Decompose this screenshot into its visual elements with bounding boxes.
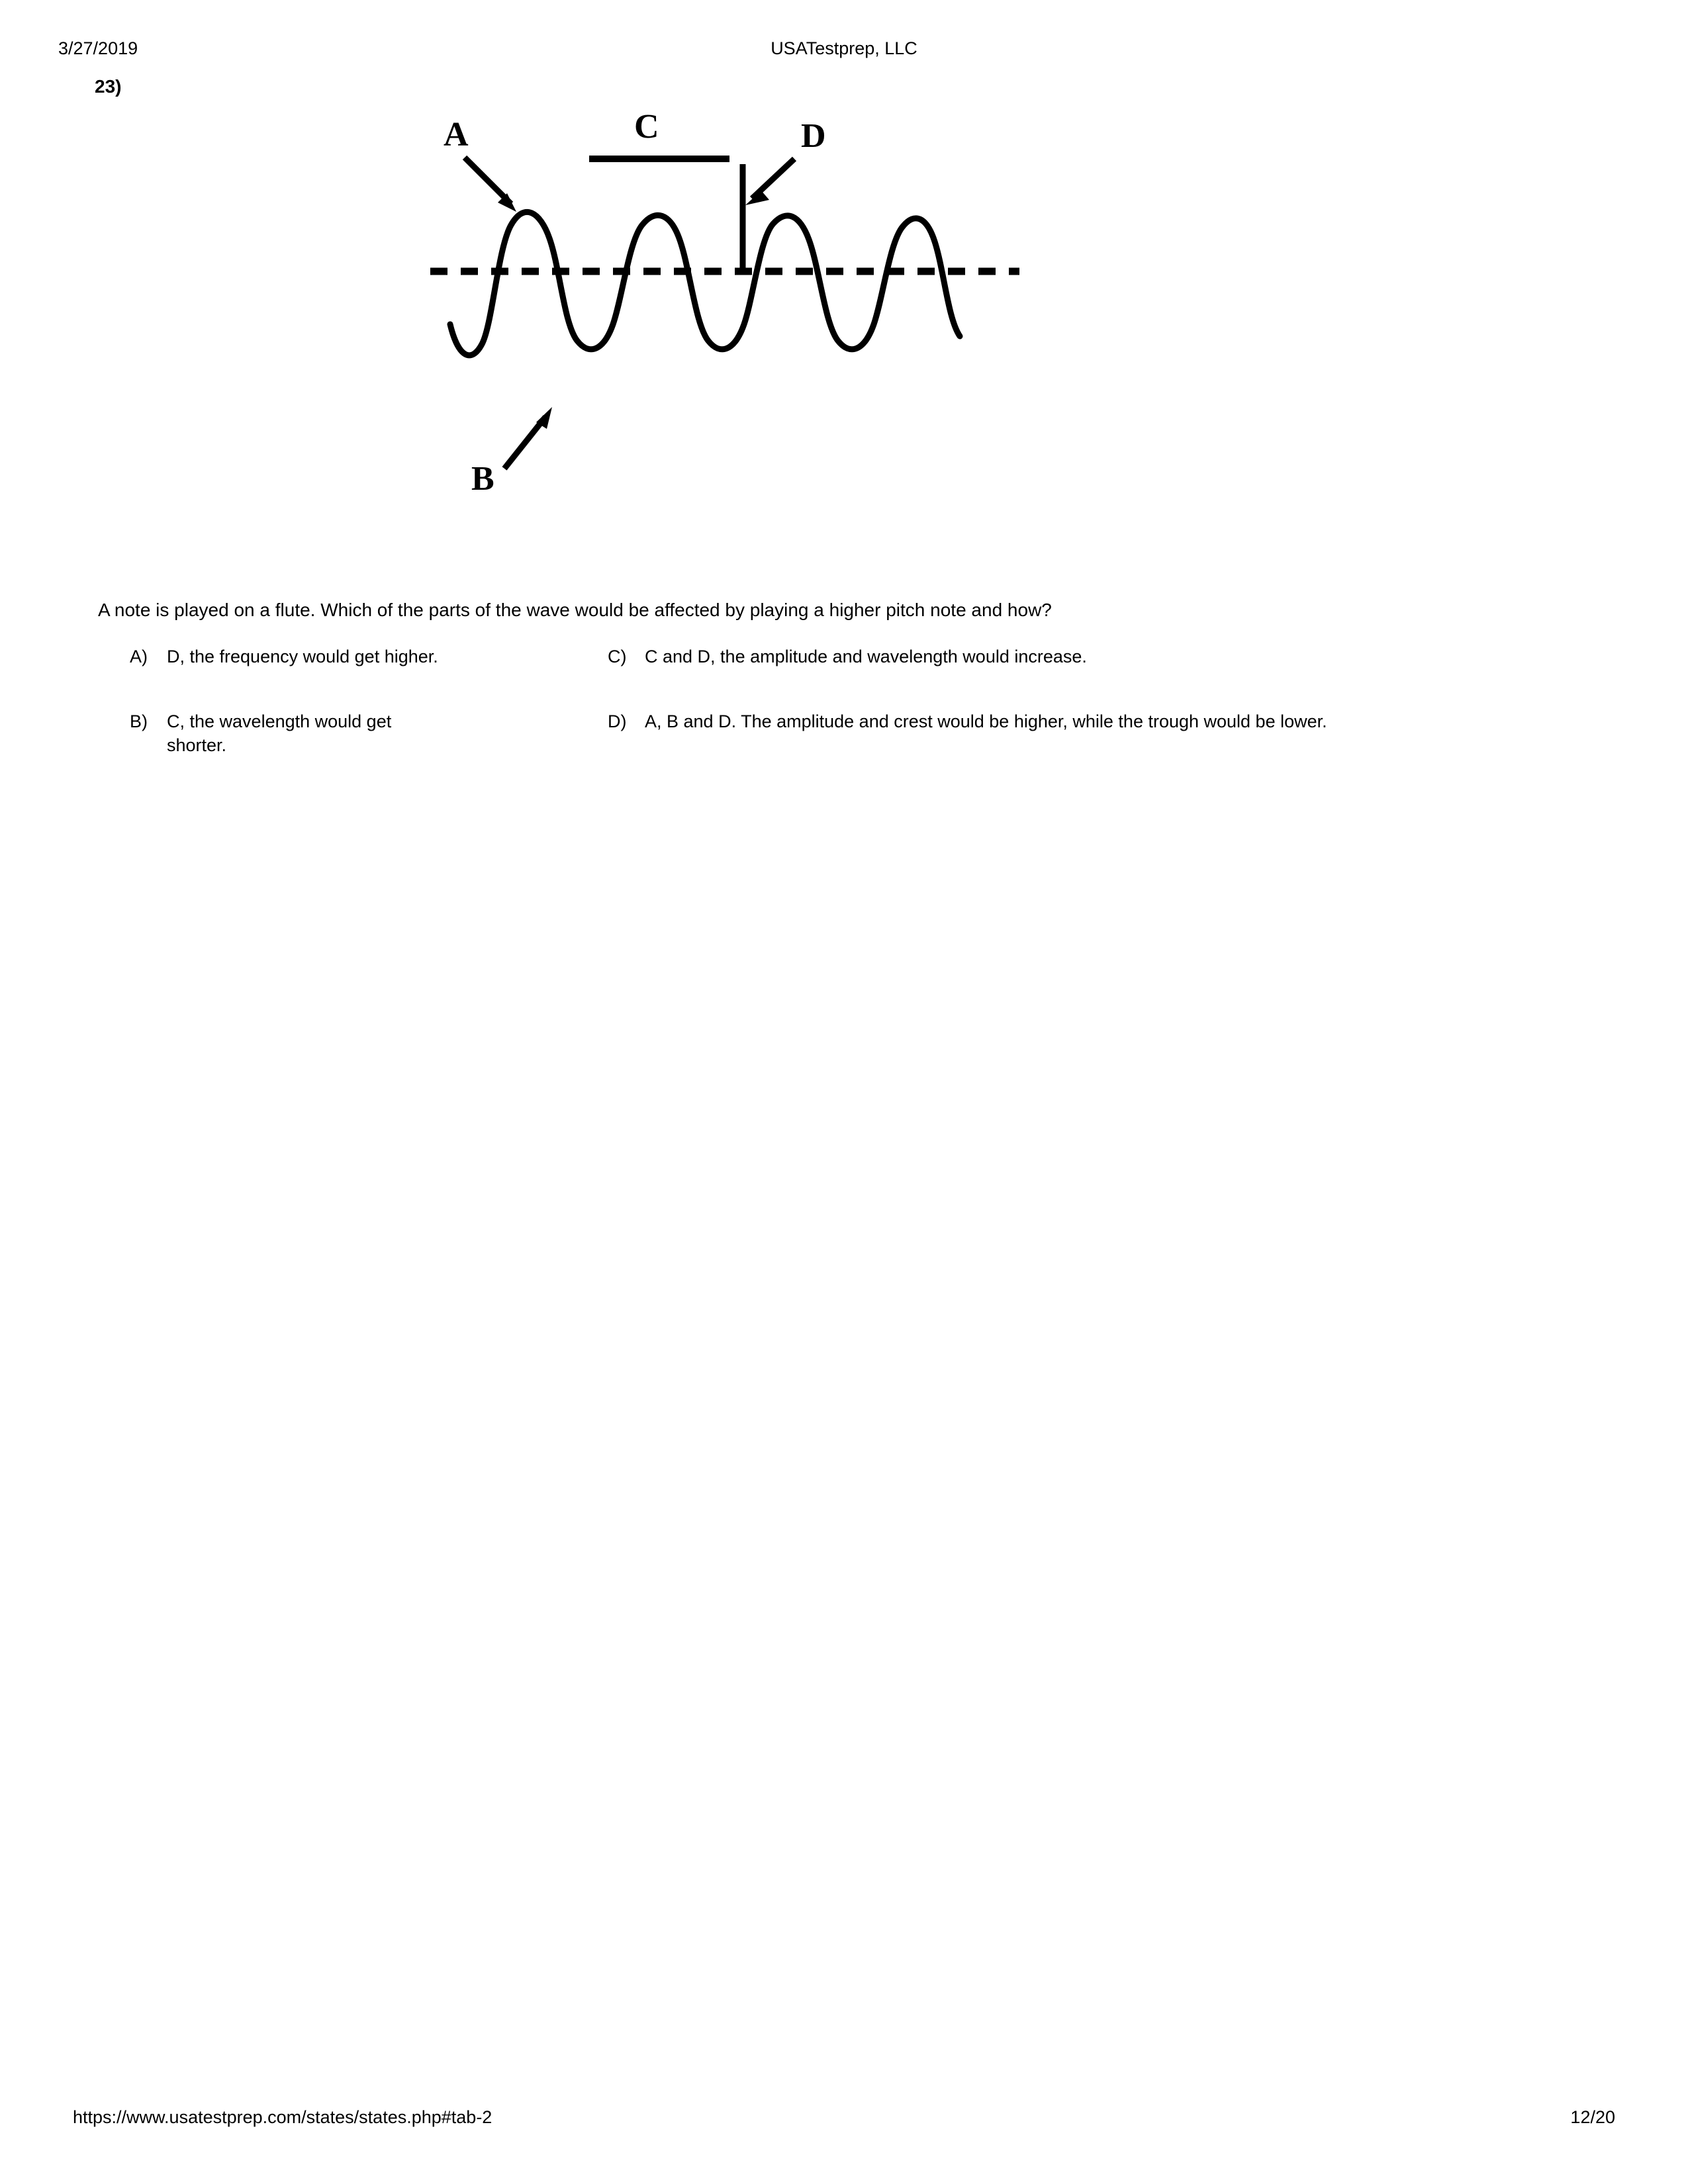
choice-text-a: D, the frequency would get higher. <box>167 647 438 666</box>
arrow-d-line <box>752 159 794 199</box>
answer-choices <box>98 645 1587 775</box>
choice-letter-c: C) <box>608 647 627 666</box>
footer-page-number: 12/20 <box>1570 2107 1615 2127</box>
answer-choice-b[interactable] <box>130 710 540 757</box>
wave-label-a: A <box>444 116 469 154</box>
wave-diagram <box>424 106 1125 556</box>
wave-curve <box>450 212 960 355</box>
header-date: 3/27/2019 <box>58 38 138 58</box>
choice-text-b: C, the wavelength would get shorter. <box>167 711 392 755</box>
wave-label-b: B <box>471 460 494 498</box>
choice-row-1 <box>98 645 1587 710</box>
arrow-b-line <box>504 417 545 469</box>
question-stem: A note is played on a flute. Which of the parts of the wave would be affected by playing a higher pitch note and how? <box>98 600 1052 620</box>
wave-label-c: C <box>634 108 659 146</box>
choice-letter-b: B) <box>130 711 148 731</box>
header-title: USATestprep, LLC <box>771 38 917 58</box>
choice-letter-d: D) <box>608 711 627 731</box>
answer-choice-d[interactable] <box>608 710 1574 734</box>
choice-text-c: C and D, the amplitude and wavelength would increase. <box>645 647 1087 666</box>
page-footer <box>0 2107 1688 2134</box>
question-number: 23) <box>95 76 122 97</box>
choice-row-2 <box>98 710 1587 775</box>
page-header <box>0 38 1688 65</box>
choice-text-d: A, B and D. The amplitude and crest would be higher, while the trough would be lower. <box>645 711 1327 731</box>
footer-url[interactable]: https://www.usatestprep.com/states/states.php#tab-2 <box>73 2107 492 2127</box>
answer-choice-c[interactable] <box>608 645 1574 669</box>
wave-label-d: D <box>801 117 826 155</box>
answer-choice-a[interactable] <box>130 645 540 669</box>
choice-letter-a: A) <box>130 647 148 666</box>
